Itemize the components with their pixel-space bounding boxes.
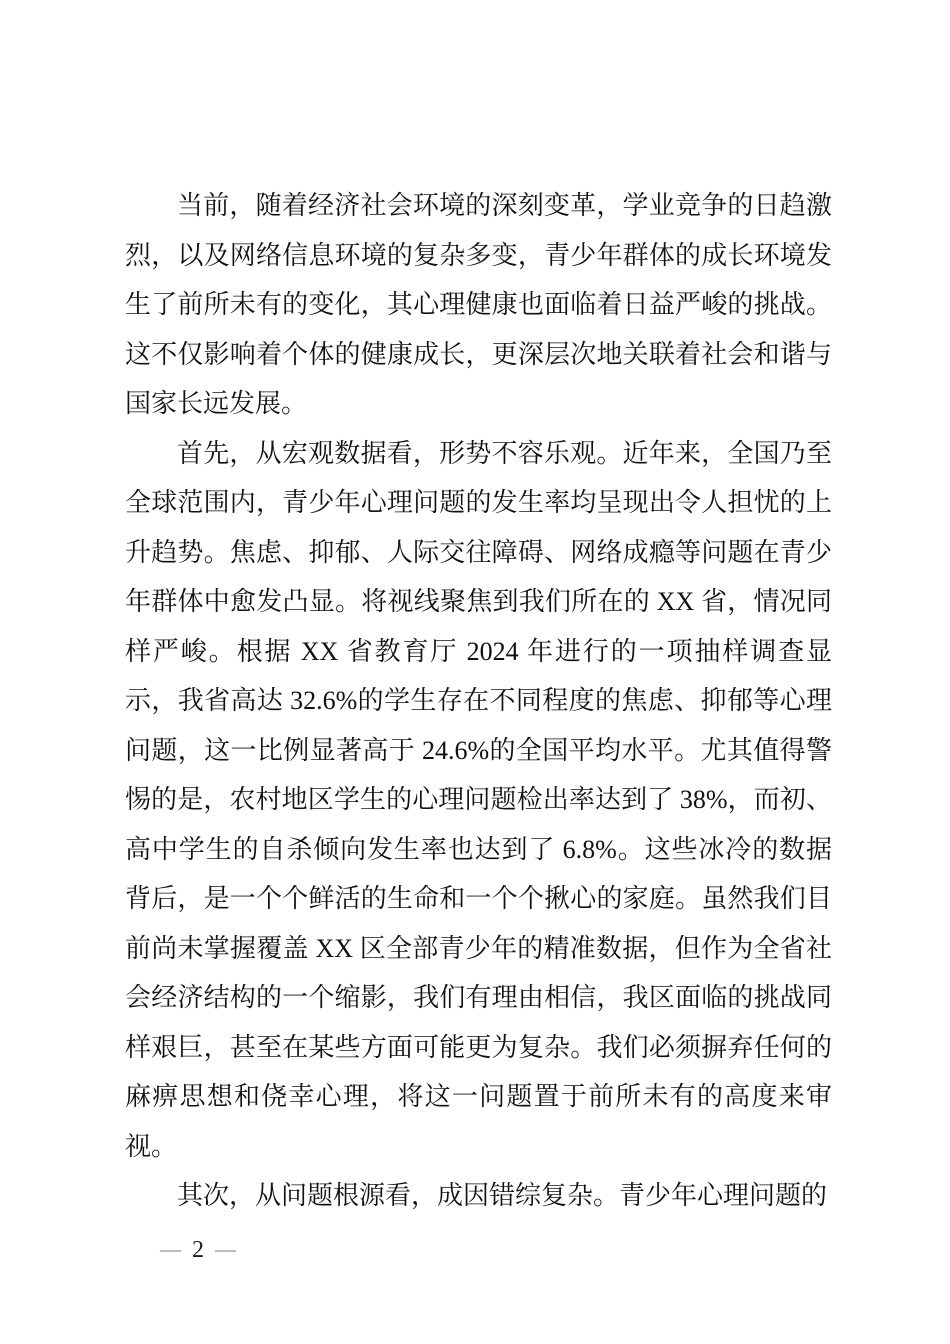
paragraph-intro: 当前，随着经济社会环境的深刻变革，学业竞争的日趋激烈，以及网络信息环境的复杂多变，青少年群体的成长环境发生了前所未有的变化，其心理健康也面临着日益严峻的挑战。这不仅影响着个体的健康成长，更深层次地关联着社会和谐与国家长远发展。	[125, 191, 832, 418]
paragraph-root-causes: 其次，从问题根源看，成因错综复杂。青少年心理问题的	[177, 1181, 828, 1210]
document-body	[125, 181, 832, 1221]
page-number-dash-right: —	[215, 1236, 236, 1261]
page-footer	[160, 1238, 236, 1262]
paragraph-macro-data: 首先，从宏观数据看，形势不容乐观。近年来，全国乃至全球范围内，青少年心理问题的发生率均呈现出令人担忧的上升趋势。焦虑、抑郁、人际交往障碍、网络成瘾等问题在青少年群体中愈发凸显。将视线聚焦到我们所在的 XX 省，情况同样严峻。根据 XX 省教育厅 2024 年进行的一项抽样调查显示，我省高达 32.6%的学生存在不同程度的焦虑、抑郁等心理问题，这一比例显著高于 24.6%的全国平均水平。尤其值得警惕的是，农村地区学生的心理问题检出率达到了 38%，而初、高中学生的自杀倾向发生率也达到了 6.8%。这些冰冷的数据背后，是一个个鲜活的生命和一个个揪心的家庭。虽然我们目前尚未掌握覆盖 XX 区全部青少年的精准数据，但作为全省社会经济结构的一个缩影，我们有理由相信，我区面临的挑战同样艰巨，甚至在某些方面可能更为复杂。我们必须摒弃任何的麻痹思想和侥幸心理，将这一问题置于前所未有的高度来审视。	[125, 438, 832, 1161]
page-number: 2	[192, 1237, 204, 1263]
page-number-dash-left: —	[160, 1236, 181, 1261]
